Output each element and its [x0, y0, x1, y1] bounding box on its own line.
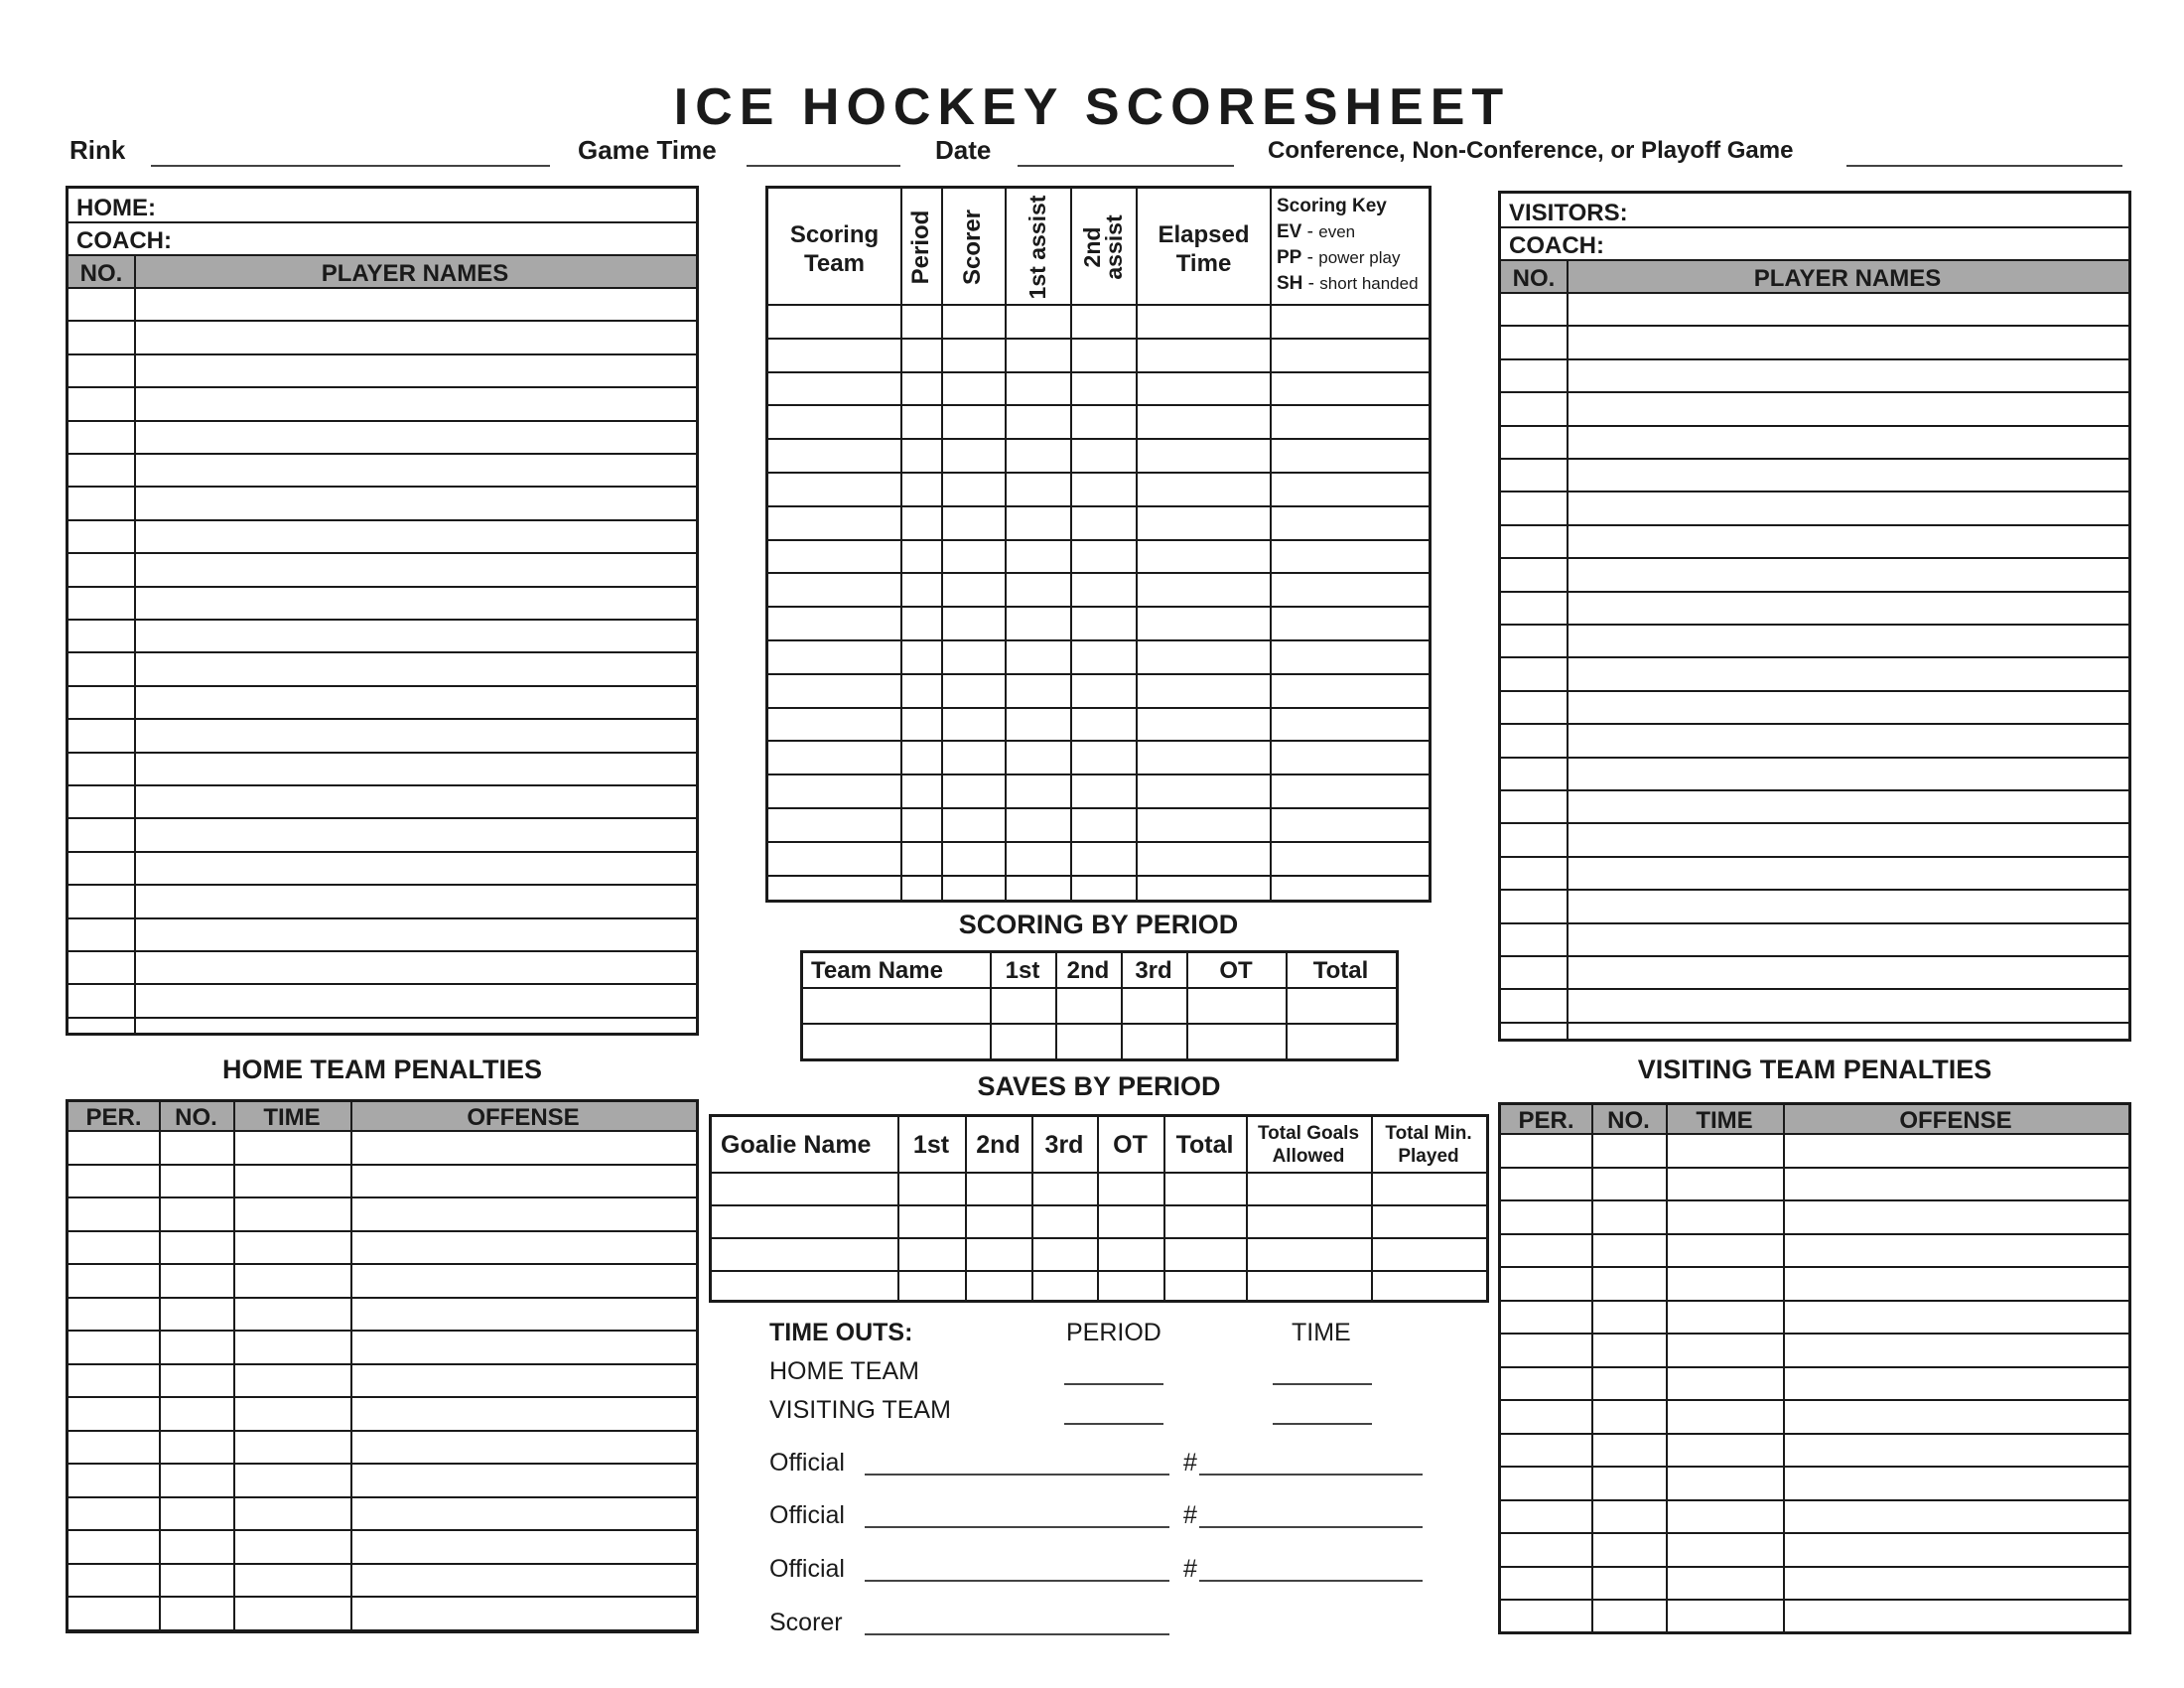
home-player-row[interactable]	[68, 653, 696, 686]
visitor-player-row[interactable]	[1501, 957, 2128, 990]
rink-field[interactable]	[151, 165, 550, 167]
visiting-penalty-row[interactable]	[1501, 1401, 2128, 1435]
visitors-roster-header-row	[1501, 261, 2128, 294]
home-label: HOME:	[76, 195, 156, 221]
visitor-player-row[interactable]	[1501, 427, 2128, 460]
visitor-player-row[interactable]	[1501, 492, 2128, 525]
visitor-player-row[interactable]	[1501, 692, 2128, 725]
home-player-row[interactable]	[68, 886, 696, 918]
home-player-row[interactable]	[68, 985, 696, 1018]
scorer-label: Scorer	[769, 1609, 843, 1636]
scorer-header-rot: Scorer	[959, 209, 986, 286]
timeouts-label: TIME OUTS:	[769, 1319, 913, 1346]
visitors-names-header: PLAYER NAMES	[1753, 265, 1942, 292]
date-field[interactable]	[1018, 165, 1234, 167]
official-3-number-field[interactable]	[1199, 1580, 1423, 1582]
savp-total-header: Total	[1175, 1131, 1234, 1159]
official-2-label: Official	[769, 1501, 845, 1529]
scoring-row[interactable]	[768, 373, 1429, 407]
official-3-label: Official	[769, 1555, 845, 1583]
column-divider	[1591, 1105, 1593, 1631]
visiting-penalty-row[interactable]	[1501, 1135, 2128, 1169]
scoring-row[interactable]	[768, 474, 1429, 507]
column-divider	[1270, 189, 1272, 900]
scoring-row[interactable]	[768, 742, 1429, 775]
visitors-coach-label: COACH:	[1509, 232, 1604, 259]
saves-by-period-table	[709, 1114, 1489, 1303]
saves-by-period-title: SAVES BY PERIOD	[977, 1071, 1221, 1101]
scoring-table	[765, 186, 1432, 903]
timeouts-time-label: TIME	[1292, 1319, 1351, 1346]
home-pen-offense-header: OFFENSE	[467, 1104, 580, 1131]
official-2-hash: #	[1183, 1501, 1197, 1529]
savp-2nd-header: 2nd	[976, 1131, 1021, 1159]
home-penalty-row[interactable]	[68, 1432, 696, 1466]
visitor-player-row[interactable]	[1501, 526, 2128, 559]
column-divider	[159, 1102, 161, 1630]
vis-pen-per-header: PER.	[1518, 1107, 1574, 1134]
scoring-row[interactable]	[768, 340, 1429, 373]
home-timeout-period-field[interactable]	[1064, 1383, 1163, 1385]
home-penalty-row[interactable]	[68, 1332, 696, 1365]
home-names-header: PLAYER NAMES	[321, 260, 509, 287]
home-player-row[interactable]	[68, 322, 696, 354]
visitor-player-row[interactable]	[1501, 891, 2128, 923]
goalie-name-header: Goalie Name	[721, 1131, 872, 1159]
visiting-penalty-row[interactable]	[1501, 1568, 2128, 1602]
scoring-row[interactable]	[768, 608, 1429, 641]
official-2-field[interactable]	[865, 1526, 1169, 1528]
home-coach-label: COACH:	[76, 227, 172, 254]
visiting-penalty-row[interactable]	[1501, 1534, 2128, 1568]
scoring-key: Scoring Key EV - even PP - power play SH - short handed	[1277, 196, 1419, 294]
visiting-penalty-row[interactable]	[1501, 1368, 2128, 1402]
home-penalty-row[interactable]	[68, 1398, 696, 1432]
visiting-penalty-row[interactable]	[1501, 1468, 2128, 1501]
timeouts-visiting-label: VISITING TEAM	[769, 1396, 951, 1424]
scoring-row[interactable]	[768, 843, 1429, 877]
scoring-row[interactable]	[768, 641, 1429, 675]
visiting-timeout-period-field[interactable]	[1064, 1423, 1163, 1425]
game-time-label: Game Time	[578, 135, 717, 165]
home-player-row[interactable]	[68, 289, 696, 322]
column-divider	[1666, 1105, 1668, 1631]
home-player-row[interactable]	[68, 786, 696, 819]
home-player-row[interactable]	[68, 521, 696, 554]
goalie-row[interactable]	[712, 1174, 1486, 1206]
savp-ot-header: OT	[1113, 1131, 1148, 1159]
home-timeout-time-field[interactable]	[1273, 1383, 1372, 1385]
home-penalty-row[interactable]	[68, 1498, 696, 1532]
visiting-penalty-row[interactable]	[1501, 1335, 2128, 1368]
scoring-team-header: Scoring Team	[789, 221, 880, 277]
home-player-row[interactable]	[68, 952, 696, 985]
visiting-penalties-table	[1498, 1102, 2131, 1634]
timeouts-period-label: PERIOD	[1066, 1319, 1161, 1346]
home-penalty-row[interactable]	[68, 1232, 696, 1266]
goalie-row[interactable]	[712, 1206, 1486, 1239]
home-penalty-row[interactable]	[68, 1166, 696, 1199]
scorer-field[interactable]	[865, 1633, 1169, 1635]
column-divider	[134, 256, 136, 1033]
visiting-penalty-row[interactable]	[1501, 1302, 2128, 1336]
official-3-hash: #	[1183, 1555, 1197, 1583]
sbp-team-row[interactable]	[803, 989, 1396, 1025]
sbp-1st-header: 1st	[1005, 957, 1040, 984]
column-divider	[1567, 261, 1569, 1039]
visitor-player-row[interactable]	[1501, 327, 2128, 359]
home-player-row[interactable]	[68, 355, 696, 388]
home-player-row[interactable]	[68, 754, 696, 786]
home-player-row[interactable]	[68, 687, 696, 720]
scoring-row[interactable]	[768, 541, 1429, 575]
visiting-penalty-row[interactable]	[1501, 1201, 2128, 1235]
visitors-no-header: NO.	[1512, 265, 1556, 292]
column-divider	[1136, 189, 1138, 900]
key-ev: EV	[1277, 221, 1302, 242]
column-divider	[1783, 1105, 1785, 1631]
visitor-player-row[interactable]	[1501, 360, 2128, 393]
visiting-penalty-row[interactable]	[1501, 1235, 2128, 1269]
first-assist-header: 1st assist	[1024, 195, 1050, 300]
period-header-rot: Period	[906, 210, 934, 285]
scoring-by-period-table	[800, 950, 1399, 1061]
official-1-number-field[interactable]	[1199, 1474, 1423, 1476]
visitor-player-row[interactable]	[1501, 393, 2128, 426]
home-penalty-row[interactable]	[68, 1265, 696, 1299]
game-time-field[interactable]	[747, 165, 900, 167]
home-name-row[interactable]	[68, 189, 696, 223]
scoring-by-period-title: SCORING BY PERIOD	[958, 910, 1239, 939]
home-penalty-row[interactable]	[68, 1565, 696, 1599]
date-label: Date	[935, 135, 992, 165]
home-penalty-row[interactable]	[68, 1132, 696, 1166]
visitor-player-row[interactable]	[1501, 294, 2128, 327]
savp-3rd-header: 3rd	[1044, 1131, 1084, 1159]
visitor-player-row[interactable]	[1501, 626, 2128, 658]
home-pen-per-header: PER.	[85, 1104, 142, 1131]
home-player-row[interactable]	[68, 819, 696, 852]
visitor-player-row[interactable]	[1501, 990, 2128, 1023]
column-divider	[350, 1102, 352, 1630]
scoring-row[interactable]	[768, 809, 1429, 843]
scoring-row[interactable]	[768, 306, 1429, 340]
official-2-number-field[interactable]	[1199, 1526, 1423, 1528]
key-sh: SH	[1277, 273, 1303, 294]
home-pen-no-header: NO.	[175, 1104, 217, 1131]
visitor-player-row[interactable]	[1501, 559, 2128, 592]
second-assist-header: 2nd assist	[1079, 214, 1127, 280]
visiting-penalty-row[interactable]	[1501, 1169, 2128, 1202]
timeouts-home-label: HOME TEAM	[769, 1357, 919, 1385]
sbp-3rd-header: 3rd	[1135, 957, 1172, 984]
visitor-player-row[interactable]	[1501, 593, 2128, 626]
visiting-penalty-row[interactable]	[1501, 1601, 2128, 1634]
vis-pen-offense-header: OFFENSE	[1899, 1107, 2012, 1134]
visitor-player-row[interactable]	[1501, 858, 2128, 891]
visitor-player-row[interactable]	[1501, 460, 2128, 492]
scoring-row[interactable]	[768, 406, 1429, 440]
scoring-row[interactable]	[768, 507, 1429, 541]
home-penalties-table	[66, 1099, 699, 1633]
scoring-row[interactable]	[768, 675, 1429, 709]
official-1-hash: #	[1183, 1449, 1197, 1477]
visiting-penalty-row[interactable]	[1501, 1501, 2128, 1535]
home-player-row[interactable]	[68, 422, 696, 455]
visiting-timeout-time-field[interactable]	[1273, 1423, 1372, 1425]
home-player-row[interactable]	[68, 488, 696, 520]
home-penalty-row[interactable]	[68, 1465, 696, 1498]
key-ev-desc: even	[1318, 222, 1356, 241]
goals-allowed-header: Total Goals Allowed	[1257, 1123, 1360, 1167]
min-played-header: Total Min. Played	[1385, 1123, 1472, 1167]
column-divider	[233, 1102, 235, 1630]
sbp-total-header: Total	[1312, 957, 1369, 984]
visiting-penalty-row[interactable]	[1501, 1435, 2128, 1469]
home-player-row[interactable]	[68, 853, 696, 886]
scoring-row[interactable]	[768, 440, 1429, 474]
scoring-key-title: Scoring Key	[1277, 196, 1387, 216]
visiting-penalties-title: VISITING TEAM PENALTIES	[1637, 1055, 1992, 1084]
sbp-2nd-header: 2nd	[1066, 957, 1110, 984]
home-player-row[interactable]	[68, 388, 696, 421]
home-player-row[interactable]	[68, 919, 696, 952]
home-player-row[interactable]	[68, 621, 696, 653]
home-player-row[interactable]	[68, 720, 696, 753]
rink-label: Rink	[69, 135, 126, 165]
key-pp: PP	[1277, 247, 1302, 268]
page-title: ICE HOCKEY SCORESHEET	[673, 78, 1511, 136]
column-divider	[1070, 189, 1072, 900]
sbp-ot-header: OT	[1219, 957, 1253, 984]
key-sh-desc: short handed	[1319, 274, 1419, 293]
home-player-row[interactable]	[68, 588, 696, 621]
visitor-player-row[interactable]	[1501, 791, 2128, 824]
game-type-label: Conference, Non-Conference, or Playoff Game	[1268, 137, 1794, 164]
home-player-row[interactable]	[68, 554, 696, 587]
visitor-player-row[interactable]	[1501, 824, 2128, 857]
savp-1st-header: 1st	[912, 1131, 950, 1159]
official-1-label: Official	[769, 1449, 845, 1477]
home-penalty-row[interactable]	[68, 1198, 696, 1232]
visitors-label: VISITORS:	[1509, 200, 1628, 226]
column-divider	[1005, 189, 1007, 900]
scoring-row[interactable]	[768, 775, 1429, 809]
scoring-row[interactable]	[768, 709, 1429, 743]
visitor-player-row[interactable]	[1501, 924, 2128, 957]
official-3-field[interactable]	[865, 1580, 1169, 1582]
visiting-penalty-row[interactable]	[1501, 1268, 2128, 1302]
elapsed-time-header: Elapsed Time	[1158, 221, 1250, 277]
visitors-roster	[1498, 191, 2131, 1042]
home-no-header: NO.	[79, 260, 123, 287]
home-penalty-row[interactable]	[68, 1299, 696, 1333]
goalie-row[interactable]	[712, 1239, 1486, 1272]
key-pp-desc: power play	[1318, 248, 1401, 267]
visitor-player-row[interactable]	[1501, 759, 2128, 791]
home-pen-time-header: TIME	[263, 1104, 321, 1131]
home-roster	[66, 186, 699, 1036]
home-penalty-row[interactable]	[68, 1365, 696, 1399]
home-roster-header-row	[68, 256, 696, 289]
visitor-player-row[interactable]	[1501, 725, 2128, 758]
sbp-team-name-header: Team Name	[811, 957, 943, 984]
game-type-field[interactable]	[1846, 165, 2122, 167]
home-penalty-row[interactable]	[68, 1598, 696, 1631]
vis-pen-no-header: NO.	[1607, 1107, 1650, 1134]
vis-pen-time-header: TIME	[1696, 1107, 1753, 1134]
official-1-field[interactable]	[865, 1474, 1169, 1476]
home-penalty-row[interactable]	[68, 1531, 696, 1565]
scoring-row[interactable]	[768, 574, 1429, 608]
home-player-row[interactable]	[68, 455, 696, 488]
home-penalties-title: HOME TEAM PENALTIES	[221, 1055, 542, 1084]
visitor-player-row[interactable]	[1501, 658, 2128, 691]
